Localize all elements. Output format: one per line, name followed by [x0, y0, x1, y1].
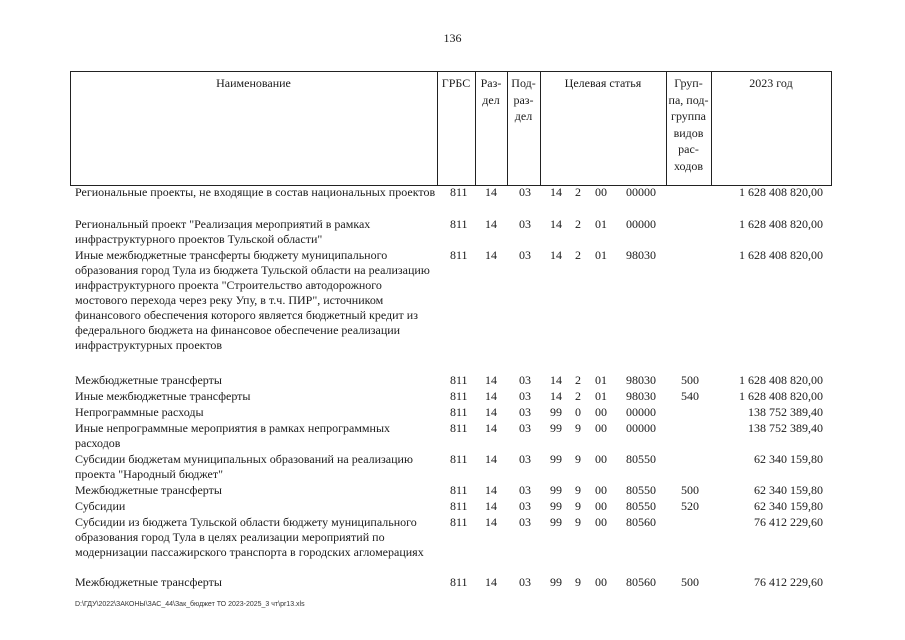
row-target-direction: 80560 [626, 575, 656, 589]
header-group-line: группа [671, 109, 706, 123]
header-podrazdel-line: Под- [511, 76, 536, 90]
row-grbs: 811 [450, 405, 468, 419]
row-amount: 1 628 408 820,00 [739, 389, 823, 403]
header-grbs: ГРБС [441, 76, 471, 90]
row-razdel: 14 [485, 515, 497, 529]
header-group-line: Груп- [674, 76, 703, 90]
row-grbs: 811 [450, 452, 468, 466]
header-podrazdel [507, 75, 540, 125]
row-grbs: 811 [450, 389, 468, 403]
row-razdel: 14 [485, 421, 497, 435]
header-target: Целевая статья [564, 76, 642, 90]
row-podrazdel: 03 [519, 185, 531, 199]
row-target-event: 01 [595, 217, 607, 231]
header-year: 2023 год [749, 76, 793, 90]
header-razdel-line: дел [482, 92, 500, 107]
row-podrazdel: 03 [519, 405, 531, 419]
row-name: Иные межбюджетные трансферты [75, 389, 251, 403]
row-grbs: 811 [450, 373, 468, 387]
row-podrazdel: 03 [519, 483, 531, 497]
row-target-program: 14 [550, 248, 562, 262]
row-podrazdel: 03 [519, 499, 531, 513]
row-razdel: 14 [485, 185, 497, 199]
row-name: Иные межбюджетные трансферты бюджету муниципального образования город Тула из бюджета Тульской области на реализацию инфраструктурного проекта "Строительство автодорожного мостового перехода через реку Упу, в т.ч. ПИР", источником финансового обеспечения которого является бюджетный кредит из федерального бюджета на финансовое обеспечение реализации инфраструктурных проектов [75, 248, 430, 352]
row-target-program: 14 [550, 217, 562, 231]
row-target-program: 99 [550, 499, 562, 513]
row-target-program: 99 [550, 405, 562, 419]
row-target-subprogram: 9 [575, 452, 581, 466]
row-name: Непрограммные расходы [75, 405, 204, 419]
row-amount: 62 340 159,80 [754, 499, 823, 513]
row-razdel: 14 [485, 389, 497, 403]
row-target-event: 01 [595, 248, 607, 262]
file-path-footer: D:\ГДУ\2022\ЗАКОНЫ\ЗАС_44\Зак_бюджет ТО 2023-2025_3 чт\pr13.xls [75, 601, 305, 608]
row-target-direction: 98030 [626, 373, 656, 387]
row-amount: 1 628 408 820,00 [739, 185, 823, 199]
row-target-direction: 00000 [626, 405, 656, 419]
row-target-program: 99 [550, 452, 562, 466]
row-razdel: 14 [485, 499, 497, 513]
header-razdel-line: Раз- [480, 76, 502, 90]
row-expense-type: 520 [681, 499, 699, 513]
row-target-subprogram: 9 [575, 483, 581, 497]
row-grbs: 811 [450, 499, 468, 513]
row-podrazdel: 03 [519, 248, 531, 262]
row-target-event: 01 [595, 389, 607, 403]
row-target-program: 99 [550, 575, 562, 589]
row-target-direction: 98030 [626, 248, 656, 262]
header-group-line: рас- [678, 142, 699, 156]
row-expense-type: 500 [681, 575, 699, 589]
row-grbs: 811 [450, 575, 468, 589]
row-amount: 62 340 159,80 [754, 452, 823, 466]
row-razdel: 14 [485, 248, 497, 262]
row-target-program: 99 [550, 421, 562, 435]
row-amount: 1 628 408 820,00 [739, 248, 823, 262]
row-amount: 62 340 159,80 [754, 483, 823, 497]
row-podrazdel: 03 [519, 515, 531, 529]
table-header [70, 71, 832, 186]
row-target-subprogram: 9 [575, 515, 581, 529]
row-razdel: 14 [485, 575, 497, 589]
row-target-program: 14 [550, 185, 562, 199]
row-amount: 1 628 408 820,00 [739, 217, 823, 231]
row-target-subprogram: 2 [575, 373, 581, 387]
row-target-program: 14 [550, 389, 562, 403]
row-name: Межбюджетные трансферты [75, 373, 222, 387]
row-target-direction: 00000 [626, 185, 656, 199]
header-name: Наименование [216, 76, 291, 90]
header-group-line: ходов [674, 158, 703, 173]
row-target-event: 00 [595, 575, 607, 589]
row-razdel: 14 [485, 217, 497, 231]
row-target-program: 99 [550, 515, 562, 529]
row-name: Межбюджетные трансферты [75, 483, 222, 497]
row-target-subprogram: 2 [575, 389, 581, 403]
row-target-event: 00 [595, 185, 607, 199]
row-name: Региональный проект "Реализация мероприятий в рамках инфраструктурного проектов Тульской области" [75, 217, 371, 246]
header-group-line: па, под- [668, 92, 709, 107]
row-target-subprogram: 9 [575, 575, 581, 589]
row-target-event: 00 [595, 452, 607, 466]
row-podrazdel: 03 [519, 217, 531, 231]
row-target-direction: 00000 [626, 421, 656, 435]
row-expense-type: 540 [681, 389, 699, 403]
row-name: Субсидии бюджетам муниципальных образований на реализацию проекта "Народный бюджет" [75, 452, 413, 481]
row-amount: 1 628 408 820,00 [739, 373, 823, 387]
row-name: Субсидии [75, 499, 126, 513]
row-podrazdel: 03 [519, 373, 531, 387]
header-group [666, 75, 711, 174]
header-razdel [475, 75, 507, 108]
row-grbs: 811 [450, 248, 468, 262]
row-podrazdel: 03 [519, 389, 531, 403]
row-target-direction: 80560 [626, 515, 656, 529]
row-target-direction: 80550 [626, 499, 656, 513]
row-grbs: 811 [450, 421, 468, 435]
row-target-direction: 98030 [626, 389, 656, 403]
row-target-direction: 80550 [626, 452, 656, 466]
row-target-event: 00 [595, 499, 607, 513]
row-razdel: 14 [485, 373, 497, 387]
row-razdel: 14 [485, 483, 497, 497]
row-target-direction: 00000 [626, 217, 656, 231]
row-target-subprogram: 2 [575, 248, 581, 262]
row-target-subprogram: 9 [575, 421, 581, 435]
row-target-event: 00 [595, 483, 607, 497]
row-grbs: 811 [450, 217, 468, 231]
row-name: Иные непрограммные мероприятия в рамках непрограммных расходов [75, 421, 391, 450]
row-target-direction: 80550 [626, 483, 656, 497]
row-podrazdel: 03 [519, 421, 531, 435]
row-target-program: 99 [550, 483, 562, 497]
row-target-program: 14 [550, 373, 562, 387]
header-podrazdel-line: раз- [513, 92, 534, 107]
row-razdel: 14 [485, 405, 497, 419]
row-podrazdel: 03 [519, 452, 531, 466]
row-name: Межбюджетные трансферты [75, 575, 222, 589]
row-target-event: 00 [595, 405, 607, 419]
row-target-subprogram: 0 [575, 405, 581, 419]
row-target-event: 00 [595, 421, 607, 435]
row-grbs: 811 [450, 483, 468, 497]
row-target-event: 00 [595, 515, 607, 529]
row-amount: 138 752 389,40 [748, 405, 823, 419]
header-podrazdel-line: дел [514, 109, 533, 123]
row-amount: 138 752 389,40 [748, 421, 823, 435]
row-expense-type: 500 [681, 483, 699, 497]
row-name: Субсидии из бюджета Тульской области бюджету муниципального образования город Тула в целях реализации мероприятий по модернизации пассажирского транспорта в городских агломерациях [75, 515, 424, 559]
row-grbs: 811 [450, 515, 468, 529]
row-expense-type: 500 [681, 373, 699, 387]
header-group-line: видов [673, 125, 704, 140]
row-target-subprogram: 2 [575, 217, 581, 231]
page-number: 136 [443, 31, 462, 45]
row-amount: 76 412 229,60 [754, 575, 823, 589]
row-grbs: 811 [450, 185, 468, 199]
row-target-subprogram: 9 [575, 499, 581, 513]
row-podrazdel: 03 [519, 575, 531, 589]
row-amount: 76 412 229,60 [754, 515, 823, 529]
row-target-event: 01 [595, 373, 607, 387]
row-razdel: 14 [485, 452, 497, 466]
row-target-subprogram: 2 [575, 185, 581, 199]
row-name: Региональные проекты, не входящие в состав национальных проектов [75, 185, 436, 199]
